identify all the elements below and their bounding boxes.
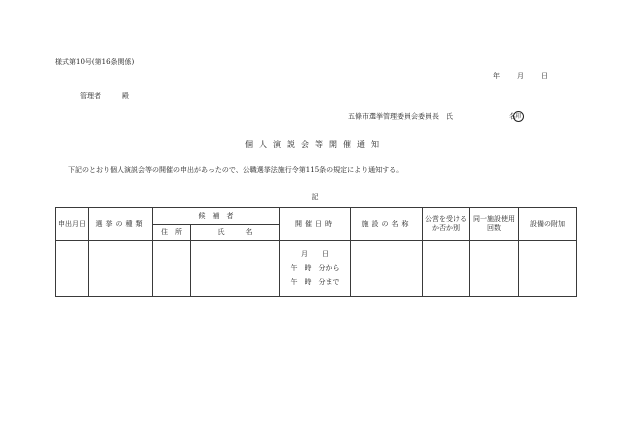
datetime-from: 午 時 分から xyxy=(290,264,340,272)
header-equipment: 設備の附加 xyxy=(519,208,577,241)
cell-candidate-address[interactable] xyxy=(153,241,191,297)
cell-facility-name[interactable] xyxy=(351,241,423,297)
date-month: 月 xyxy=(517,72,524,80)
cell-candidate-name[interactable] xyxy=(191,241,280,297)
header-candidate-name: 氏 名 xyxy=(191,225,280,241)
cell-event-datetime[interactable] xyxy=(280,241,351,297)
header-candidate: 候 補 者 xyxy=(153,208,280,225)
header-facility-name: 施設の名称 xyxy=(351,208,423,241)
issuer-line xyxy=(348,111,524,122)
header-event-datetime: 開催日時 xyxy=(280,208,351,241)
ki-note: 記 xyxy=(311,193,319,201)
issuer-name: 五條市選挙管理委員会委員長 氏 名 xyxy=(348,112,516,121)
header-row-1 xyxy=(56,208,577,225)
addressee: 管理者 殿 xyxy=(80,92,129,100)
header-election-type: 選挙の種類 xyxy=(89,208,153,241)
date-year: 年 xyxy=(493,72,500,80)
form-number: 様式第10号(第16条関係) xyxy=(55,58,135,66)
cell-equipment[interactable] xyxy=(519,241,577,297)
header-same-facility-count: 同一施設使用回数 xyxy=(470,208,519,241)
cell-same-facility-count[interactable] xyxy=(470,241,519,297)
seal-mark: 印 xyxy=(513,111,524,122)
cell-election-type[interactable] xyxy=(89,241,153,297)
datetime-to: 午 時 分まで xyxy=(290,278,340,286)
notice-table xyxy=(55,207,577,297)
table-row xyxy=(56,241,577,297)
cell-application-date[interactable] xyxy=(56,241,89,297)
body-text: 下記のとおり個人演説会等の開催の申出があったので、公職選挙法施行令第115条の規定により通知する。 xyxy=(68,166,404,174)
date-day: 日 xyxy=(541,72,548,80)
header-application-date: 申出月日 xyxy=(56,208,89,241)
datetime-month-day: 月 日 xyxy=(301,250,329,258)
date-line xyxy=(493,72,548,81)
cell-public-management[interactable] xyxy=(423,241,470,297)
document-title: 個人演説会等開催通知 xyxy=(245,140,385,149)
header-public-management: 公営を受けるか否か別 xyxy=(423,208,470,241)
header-candidate-address: 住 所 xyxy=(153,225,191,241)
